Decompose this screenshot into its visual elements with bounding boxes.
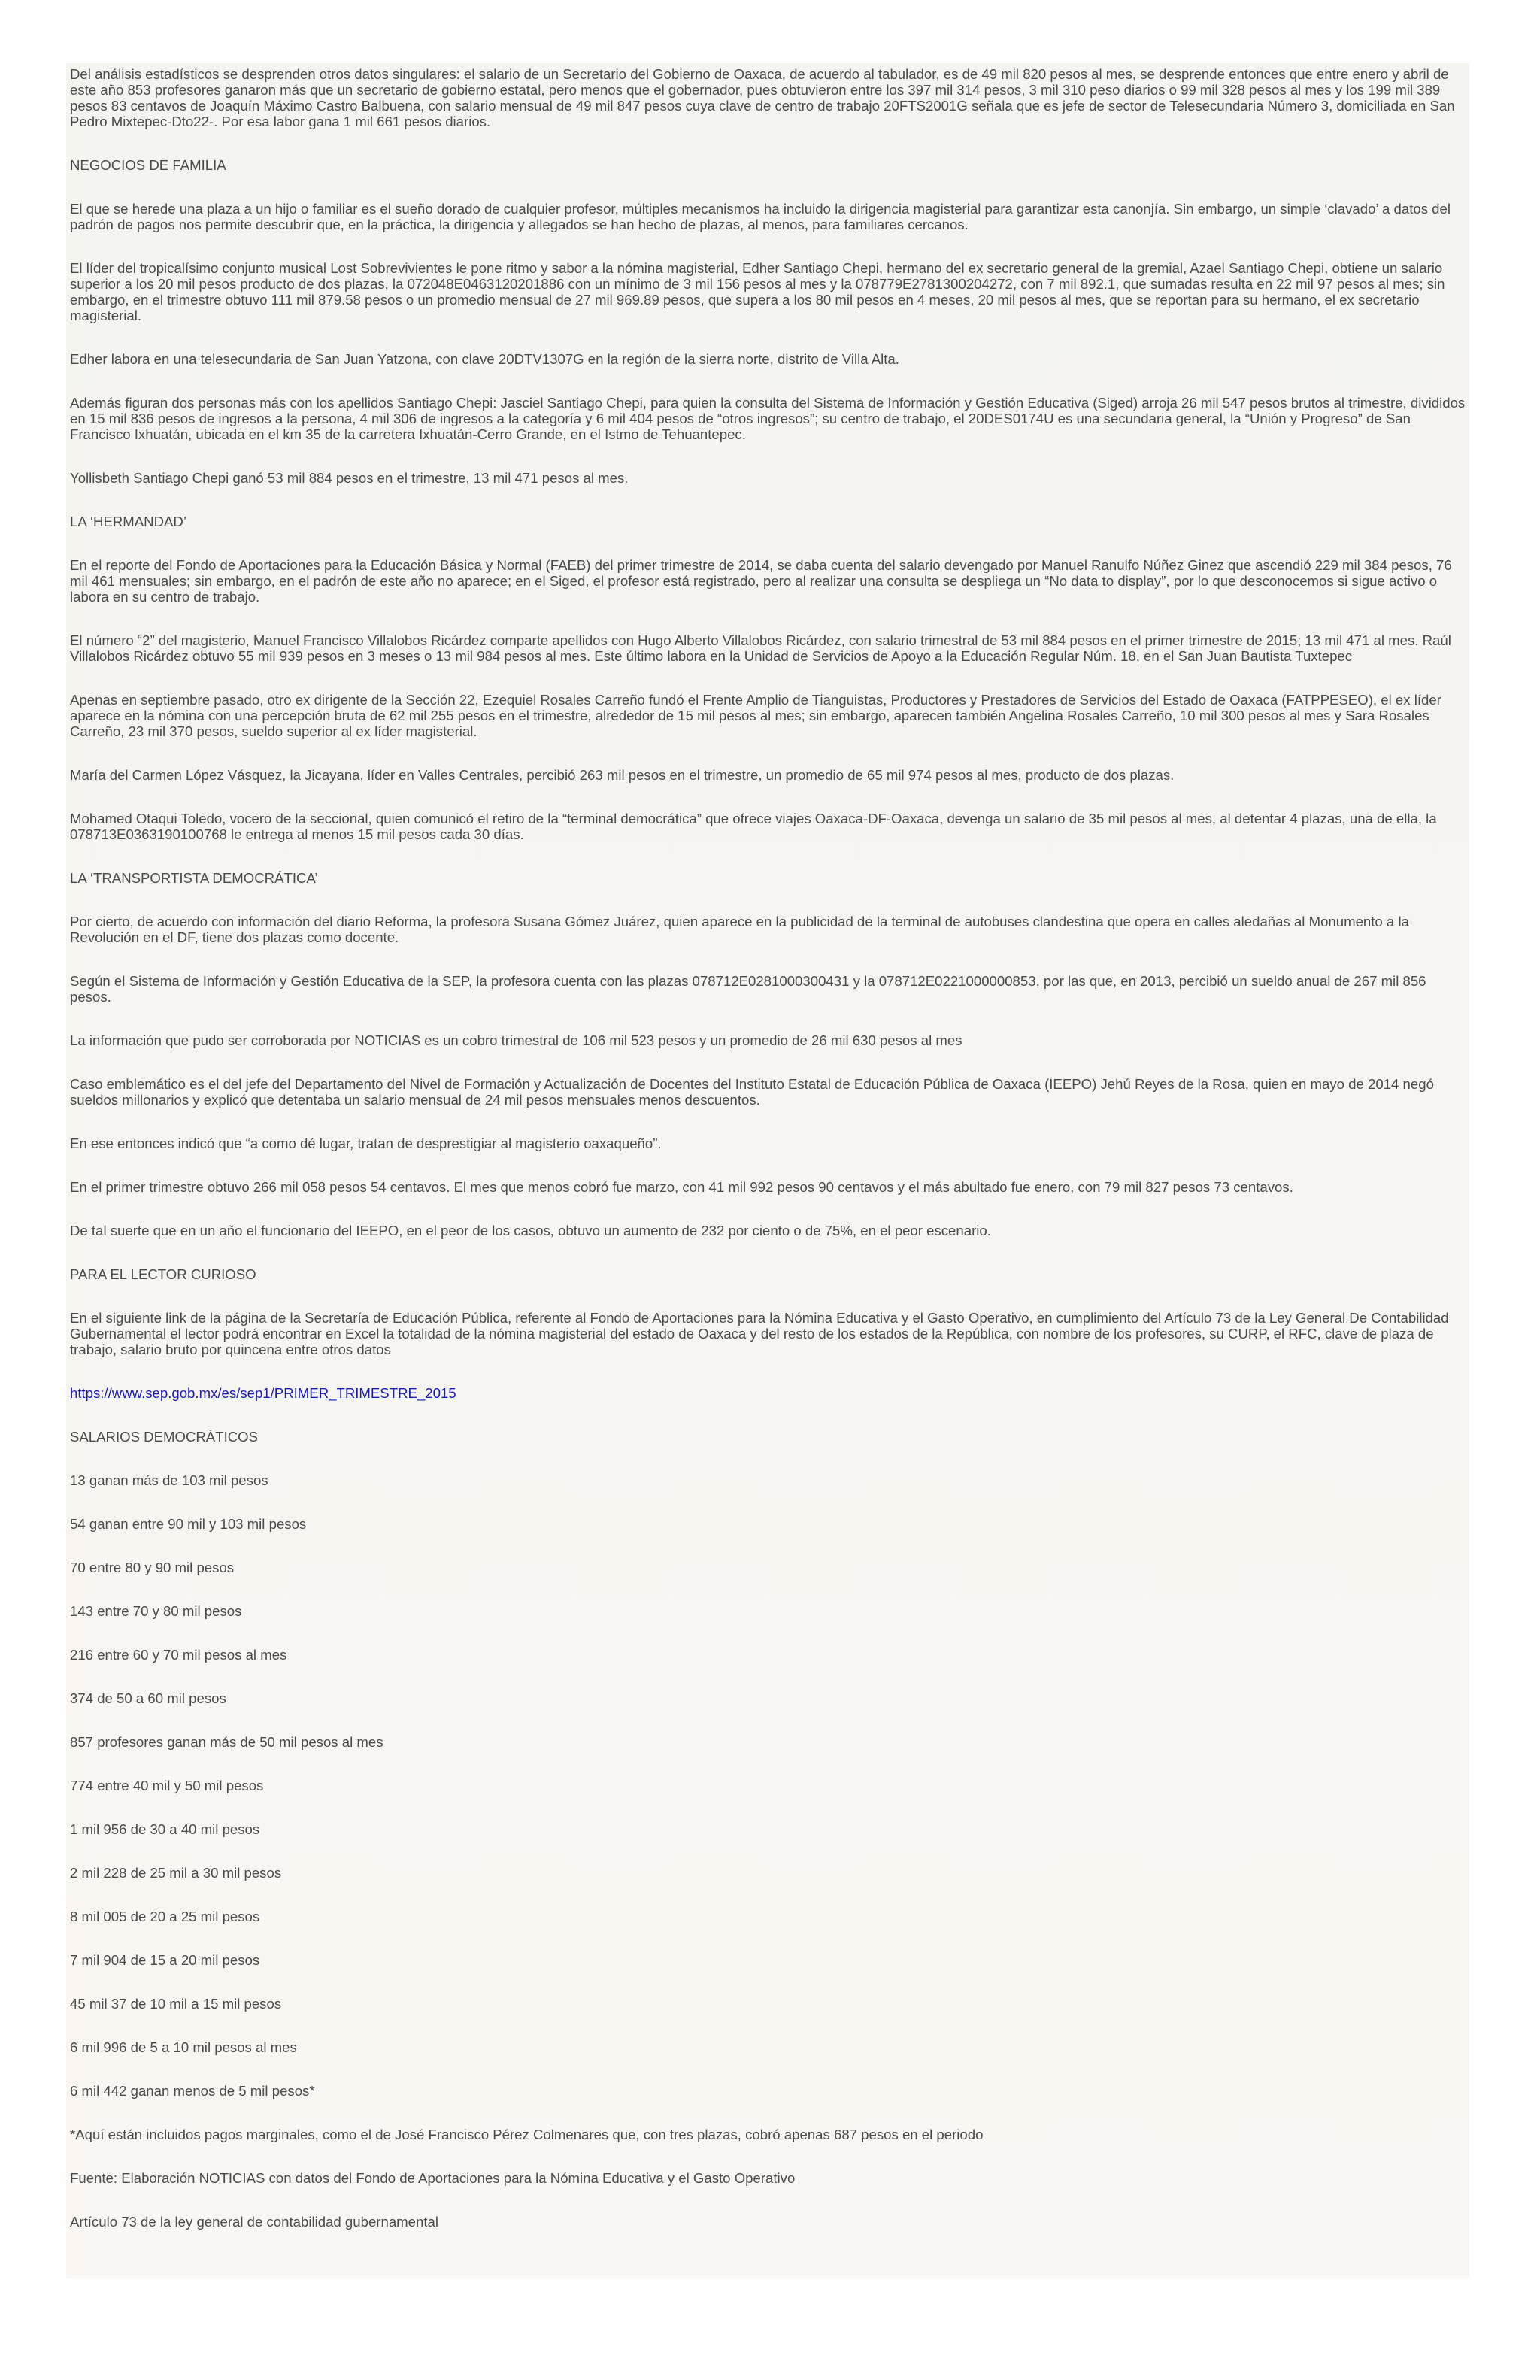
salary-line: 13 ganan más de 103 mil pesos [70,1472,268,1488]
salary-line: 7 mil 904 de 15 a 20 mil pesos [70,1952,260,1968]
sep-payroll-link[interactable]: https://www.sep.gob.mx/es/sep1/PRIMER_TRIMESTRE_2015 [70,1385,456,1401]
paragraph: El líder del tropicalísimo conjunto musical Lost Sobrevivientes le pone ritmo y sabor a la nómina magisterial, Edher Santiago Chepi, hermano del ex secretario general de la gremial, Azael Santiago Chepi, obtiene un salario superior a los 20 mil pesos producto de dos plazas, la 072048E0463120201886 con un mínimo de 3 mil 156 pesos al mes y la 078779E2781300204272, con 7 mil 892.1, que sumadas resulta en 22 mil 97 pesos al mes; sin embargo, en el trimestre obtuvo 111 mil 879.58 pesos o un promedio mensual de 27 mil 969.89 pesos, que supera a los 80 mil pesos en 4 meses, 20 mil pesos al mes, que se reportan para su hermano, el ex secretario magisterial. [70,260,1445,323]
salary-line: 374 de 50 a 60 mil pesos [70,1690,226,1706]
section-heading-salarios: SALARIOS DEMOCRÁTICOS [70,1429,259,1445]
section-heading-negocios: NEGOCIOS DE FAMILIA [70,157,226,173]
section-heading-hermandad: LA ‘HERMANDAD’ [70,514,186,529]
source-note: Fuente: Elaboración NOTICIAS con datos del Fondo de Aportaciones para la Nómina Educativa y el Gasto Operativo [70,2170,796,2186]
salary-line: 8 mil 005 de 20 a 25 mil pesos [70,1909,260,1924]
salary-line: 70 entre 80 y 90 mil pesos [70,1560,235,1575]
salary-line: 143 entre 70 y 80 mil pesos [70,1603,242,1619]
paragraph: El que se herede una plaza a un hijo o familiar es el sueño dorado de cualquier profesor, múltiples mecanismos ha incluido la dirigencia magisterial para garantizar esta canonjía. Sin embargo, un simple ‘clavado’ a datos del padrón de pagos nos permite descubrir que, en la práctica, la dirigencia y allegados se han hecho de plazas, al menos, para familiares cercanos. [70,201,1451,232]
paragraph-intro: Del análisis estadísticos se desprenden otros datos singulares: el salario de un Secretario del Gobierno de Oaxaca, de acuerdo al tabulador, es de 49 mil 820 pesos al mes, se desprende entonces que entre enero y abril de este año 853 profesores ganaron más que un secretario de gobierno estatal, pero menos que el gobernador, pues obtuvieron entre los 397 mil 314 pesos, 3 mil 310 peso diarios o 99 mil 328 pesos al mes y los 199 mil 389 pesos 83 centavos de Joaquín Máximo Castro Balbuena, con salario mensual de 49 mil 847 pesos cuya clave de centro de trabajo 20FTS2001G señala que es jefe de sector de Telesecundaria Número 3, domiciliada en San Pedro Mixtepec-Dto22-. Por esa labor gana 1 mil 661 pesos diarios. [70,66,1455,129]
salary-line: 6 mil 996 de 5 a 10 mil pesos al mes [70,2039,297,2055]
salary-line: 6 mil 442 ganan menos de 5 mil pesos* [70,2083,315,2099]
paragraph: En ese entonces indicó que “a como dé lugar, tratan de desprestigiar al magisterio oaxaqueño”. [70,1135,662,1151]
paragraph: Edher labora en una telesecundaria de San Juan Yatzona, con clave 20DTV1307G en la región de la sierra norte, distrito de Villa Alta. [70,351,899,367]
paragraph: Según el Sistema de Información y Gestión Educativa de la SEP, la profesora cuenta con las plazas 078712E0281000300431 y la 078712E0221000000853, por las que, en 2013, percibió un sueldo anual de 267 mil 856 pesos. [70,973,1426,1005]
paragraph: María del Carmen López Vásquez, la Jicayana, líder en Valles Centrales, percibió 263 mil pesos en el trimestre, un promedio de 65 mil 974 pesos al mes, producto de dos plazas. [70,767,1175,783]
paragraph: Yollisbeth Santiago Chepi ganó 53 mil 884 pesos en el trimestre, 13 mil 471 pesos al mes. [70,470,629,486]
section-heading-transportista: LA ‘TRANSPORTISTA DEMOCRÁTICA’ [70,870,318,886]
salary-line: 45 mil 37 de 10 mil a 15 mil pesos [70,1996,282,2012]
salary-line: 774 entre 40 mil y 50 mil pesos [70,1778,264,1793]
paragraph: El número “2” del magisterio, Manuel Francisco Villalobos Ricárdez comparte apellidos con Hugo Alberto Villalobos Ricárdez, con salario trimestral de 53 mil 884 pesos en el primer trimestre de 2015; 13 mil 471 al mes. Raúl Villalobos Ricárdez obtuvo 55 mil 939 pesos en 3 meses o 13 mil 984 pesos al mes. Este último labora en la Unidad de Servicios de Apoyo a la Educación Regular Núm. 18, en el San Juan Bautista Tuxtepec [70,632,1451,664]
paragraph: Por cierto, de acuerdo con información del diario Reforma, la profesora Susana Gómez Juárez, quien aparece en la publicidad de la terminal de autobuses clandestina que opera en calles aledañas al Monumento a la Revolución en el DF, tiene dos plazas como docente. [70,914,1409,945]
salary-line: 216 entre 60 y 70 mil pesos al mes [70,1647,287,1663]
paragraph: En el siguiente link de la página de la Secretaría de Educación Pública, referente al Fondo de Aportaciones para la Nómina Educativa y el Gasto Operativo, en cumplimiento del Artículo 73 de la Ley General De Contabilidad Gubernamental el lector podrá encontrar en Excel la totalidad de la nómina magisterial del estado de Oaxaca y del resto de los estados de la República, con nombre de los profesores, su CURP, el RFC, clave de plaza de trabajo, salario bruto por quincena entre otros datos [70,1310,1449,1357]
salary-line: 54 ganan entre 90 mil y 103 mil pesos [70,1516,307,1532]
salary-line: 2 mil 228 de 25 mil a 30 mil pesos [70,1865,282,1881]
paragraph: Caso emblemático es el del jefe del Departamento del Nivel de Formación y Actualización de Docentes del Instituto Estatal de Educación Pública de Oaxaca (IEEPO) Jehú Reyes de la Rosa, quien en mayo de 2014 negó sueldos millonarios y explicó que detentaba un salario mensual de 24 mil pesos mensuales menos descuentos. [70,1076,1434,1108]
section-heading-lector-curioso: PARA EL LECTOR CURIOSO [70,1266,256,1282]
paragraph: En el primer trimestre obtuvo 266 mil 058 pesos 54 centavos. El mes que menos cobró fue marzo, con 41 mil 992 pesos 90 centavos y el más abultado fue enero, con 79 mil 827 pesos 73 centavos. [70,1179,1293,1195]
paragraph: Mohamed Otaqui Toledo, vocero de la seccional, quien comunicó el retiro de la “terminal democrática” que ofrece viajes Oaxaca-DF-Oaxaca, devenga un salario de 35 mil pesos al mes, al detentar 4 plazas, una de ella, la 078713E0363190100768 le entrega al menos 15 mil pesos cada 30 días. [70,811,1437,842]
paragraph: La información que pudo ser corroborada por NOTICIAS es un cobro trimestral de 106 mil 523 pesos y un promedio de 26 mil 630 pesos al mes [70,1032,962,1048]
footnote: *Aquí están incluidos pagos marginales, como el de José Francisco Pérez Colmenares que, con tres plazas, cobró apenas 687 pesos en el periodo [70,2127,984,2142]
paragraph-link [70,1385,1466,1401]
salary-line: 857 profesores ganan más de 50 mil pesos al mes [70,1734,383,1750]
paragraph: Apenas en septiembre pasado, otro ex dirigente de la Sección 22, Ezequiel Rosales Carreño fundó el Frente Amplio de Tianguistas, Productores y Prestadores de Servicios del Estado de Oaxaca (FATPPESEO), el ex líder aparece en la nómina con una percepción bruta de 62 mil 255 pesos en el trimestre, alrededor de 15 mil pesos al mes; sin embargo, aparecen también Angelina Rosales Carreño, 10 mil 300 pesos al mes y Sara Rosales Carreño, 23 mil 370 pesos, sueldo superior al ex líder magisterial. [70,692,1441,739]
paragraph: De tal suerte que en un año el funcionario del IEEPO, en el peor de los casos, obtuvo un aumento de 232 por ciento o de 75%, en el peor escenario. [70,1223,991,1239]
paragraph: En el reporte del Fondo de Aportaciones para la Educación Básica y Normal (FAEB) del primer trimestre de 2014, se daba cuenta del salario devengado por Manuel Ranulfo Núñez Ginez que ascendió 229 mil 384 pesos, 76 mil 461 mensuales; sin embargo, en el padrón de este año no aparece; en el Siged, el profesor está registrado, pero al realizar una consulta se despliega un “No data to display”, por lo que desconocemos si sigue activo o labora en su centro de trabajo. [70,557,1452,605]
legal-reference: Artículo 73 de la ley general de contabilidad gubernamental [70,2214,438,2230]
article-body [70,66,1466,2230]
paragraph: Además figuran dos personas más con los apellidos Santiago Chepi: Jasciel Santiago Chepi, para quien la consulta del Sistema de Información y Gestión Educativa (Siged) arroja 26 mil 547 pesos brutos al trimestre, divididos en 15 mil 836 pesos de ingresos a la persona, 4 mil 306 de ingresos a la categoría y 6 mil 404 pesos de “otros ingresos”; su centro de trabajo, el 20DES0174U es una secundaria general, la “Unión y Progreso” de San Francisco Ixhuatán, ubicada en el km 35 de la carretera Ixhuatán-Cerro Grande, en el Istmo de Tehuantepec. [70,395,1466,442]
salary-line: 1 mil 956 de 30 a 40 mil pesos [70,1821,260,1837]
